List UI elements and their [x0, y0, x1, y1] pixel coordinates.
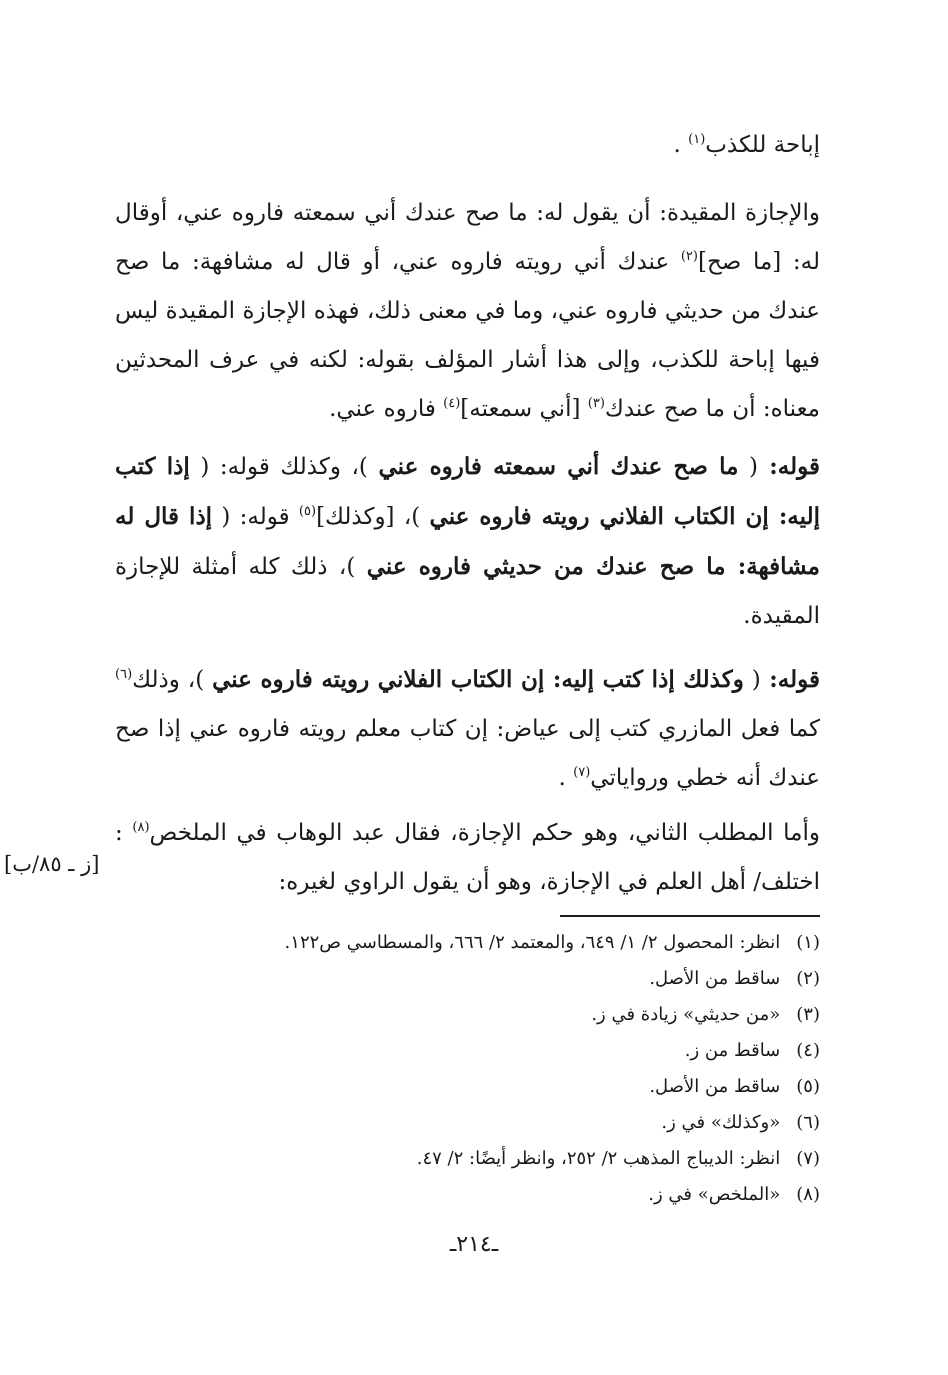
footnote-text: «الملخص» في ز. [648, 1184, 781, 1205]
paragraph-text: والإجازة المقيدة: أن يقول له: ما صح عندك أني سمعته فاروه عني، أوقال له: [ما صح] [115, 200, 820, 275]
footnote-marker: (٢) [680, 249, 698, 264]
paragraph-text: )، ذلك كله أمثلة للإجازة المقيدة. [115, 554, 820, 629]
footnote-marker: (٧) [573, 765, 591, 780]
paragraph-text: قوله: ( [212, 504, 299, 530]
paragraph-text: . [558, 765, 574, 791]
paragraph-text: )، وذلك [132, 667, 213, 693]
paragraph-text: )، وكذلك قوله: ( [189, 454, 379, 480]
footnote-text: انظر: الديباج المذهب ٢/ ٢٥٢، وانظر أيضًا: ٢/ ٤٧. [416, 1148, 781, 1169]
footnote-text: ساقط من الأصل. [649, 968, 781, 989]
footnote-text: «من حديثي» زيادة في ز. [591, 1004, 781, 1025]
page-number: ـ٢١٤ـ [449, 1232, 499, 1257]
footnote-text: ساقط من ز. [684, 1040, 781, 1061]
footnote-marker: (٥) [298, 504, 317, 519]
paragraph-text: ( [738, 454, 758, 480]
bold-quote-text: وكذلك إذا كتب إليه: إن الكتاب الفلاني رويته فاروه عني [212, 666, 744, 693]
bold-quote-text: قوله: [758, 453, 820, 480]
bold-quote-text: إذا كتب إليه: إن الكتاب الفلاني رويته فاروه عني [115, 453, 820, 530]
footnote-text: «وكذلك» في ز. [661, 1112, 781, 1133]
margin-reference: [ز ـ ٨٥/ب] [4, 852, 100, 876]
bold-quote-text: ما صح عندك أني سمعته فاروه عني [378, 453, 739, 480]
paragraph-2 [115, 189, 820, 434]
footnote-text: انظر: المحصول ٢/ ١/ ٦٤٩، والمعتمد ٢/ ٦٦٦، والمسطاسي ص١٢٢. [284, 932, 781, 953]
footnote-marker: (١) [688, 132, 706, 147]
paragraph-text: وأما المطلب الثاني، وهو حكم الإجازة، فقال عبد الوهاب في الملخص [149, 820, 820, 846]
paragraph-text: [أني سمعته] [460, 396, 588, 422]
paragraph-5 [115, 809, 820, 907]
paragraph-text: فاروه عني. [329, 396, 444, 422]
paragraph-text: )، [وكذلك] [316, 504, 430, 530]
footnote-item [115, 925, 820, 961]
footnote-item [115, 1033, 820, 1069]
footnote-item [115, 1105, 820, 1141]
paragraph-text: عندك أني رويته فاروه عني، أو قال له مشافهة: ما صح عندك من حديثي فاروه عني، وما في معنى ذلك، فهذه الإجازة المقيدة ليس فيها إباحة للكذب، وإلى هذا أشار المؤلف بقوله: لكنه في عرف المحدثين معناه: أن ما صح عندك [115, 249, 820, 422]
footnote-marker: (٤) [443, 396, 461, 411]
paragraph-4 [115, 655, 820, 803]
bold-quote-text: إذا قال له مشافهة: ما صح عندك من حديثي فاروه عني [115, 503, 820, 580]
paragraph-text: إباحة للكذب [705, 132, 820, 158]
paragraph-1 [115, 121, 820, 170]
footnote-number: (٥) [796, 1076, 820, 1097]
footnotes-list [115, 925, 820, 1213]
footnote-item [115, 1069, 820, 1105]
paragraph-text: كما فعل المازري كتب إلى عياض: إن كتاب معلم رويته فاروه عني إذا صح عندك أنه خطي ورواياتي [115, 716, 820, 791]
footnote-number: (١) [796, 932, 820, 953]
footnote-item [115, 1177, 820, 1213]
paragraph-3 [115, 442, 820, 641]
footnote-marker: (٦) [115, 667, 133, 682]
footnote-number: (٧) [796, 1148, 820, 1169]
footnote-separator [560, 915, 820, 917]
paragraph-text: : اختلف/ أهل العلم في الإجازة، وهو أن يقول الراوي لغيره: [115, 820, 820, 895]
paragraph-text: ( [743, 667, 761, 693]
footnote-item [115, 1141, 820, 1177]
footnote-number: (٣) [796, 1004, 820, 1025]
paragraph-text: . [673, 132, 689, 158]
bold-quote-text: قوله: [760, 666, 820, 693]
footnote-text: ساقط من الأصل. [649, 1076, 781, 1097]
footnote-number: (٦) [796, 1112, 820, 1133]
footnote-marker: (٨) [132, 820, 150, 835]
footnote-marker: (٣) [587, 396, 605, 411]
footnote-number: (٨) [796, 1184, 820, 1205]
footnote-number: (٤) [796, 1040, 820, 1061]
footnote-number: (٢) [796, 968, 820, 989]
footnote-item [115, 961, 820, 997]
footnote-item [115, 997, 820, 1033]
